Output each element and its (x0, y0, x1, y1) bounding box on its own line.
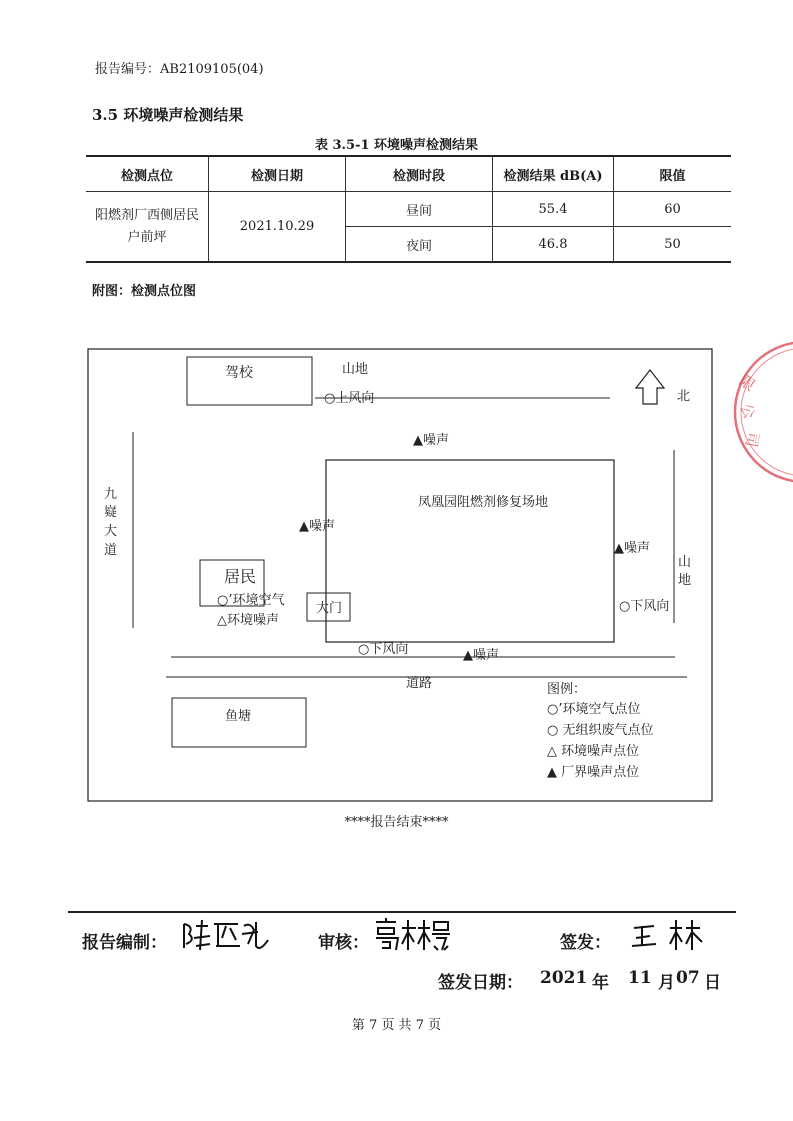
issuer-signature (628, 916, 708, 954)
cell-location: 阳燃剂厂西侧居民户前坪 (86, 192, 209, 263)
cell-period: 夜间 (346, 227, 493, 263)
header-date: 检测日期 (209, 156, 346, 192)
header-location: 检测点位 (86, 156, 209, 192)
downwind-bottom-point: ○下风向 (358, 642, 409, 657)
mountain-right-char: 山 (678, 555, 692, 570)
compiled-by-signature (180, 916, 270, 954)
seal-char: 公 (736, 401, 759, 422)
year-unit: 年 (592, 973, 609, 993)
header-period: 检测时段 (346, 156, 493, 192)
avenue-char: 嶷 (104, 505, 118, 520)
cell-period: 昼间 (346, 192, 493, 227)
page-number: 第 7 页 共 7 页 (351, 1018, 442, 1033)
issue-day: 07 (676, 968, 700, 988)
legend-item-air: ○’环境空气点位 (547, 702, 641, 717)
report-end-mark: ****报告结束**** (344, 815, 449, 830)
north-arrow-icon (636, 370, 664, 404)
seal-char: 限 (735, 371, 759, 395)
noise-results-table (86, 155, 731, 263)
avenue-char: 大 (104, 524, 118, 539)
legend-title: 图例： (547, 682, 587, 697)
compiled-by-label: 报告编制： (82, 933, 167, 953)
header-result: 检测结果 dB(A) (493, 156, 614, 192)
issue-date-label: 签发日期： (438, 973, 523, 993)
section-title: 3.5 环境噪声检测结果 (92, 106, 244, 124)
reviewer-signature (372, 916, 452, 954)
cell-date: 2021.10.29 (209, 192, 346, 263)
gate-label: 大门 (316, 601, 343, 616)
company-seal (725, 340, 793, 490)
noise-point-bottom: ▲噪声 (463, 648, 499, 663)
table-row (86, 192, 731, 227)
issue-label: 签发： (560, 933, 611, 953)
upwind-point: ○上风向 (324, 391, 375, 406)
env-noise-point: △环境噪声 (217, 613, 279, 628)
legend-item-waste-gas: ○ 无组织废气点位 (547, 723, 654, 738)
avenue-char: 九 (104, 487, 118, 502)
cell-limit: 50 (614, 227, 732, 263)
road-label: 道路 (406, 676, 433, 691)
legend-item-env-noise: △ 环境噪声点位 (547, 744, 640, 759)
day-unit: 日 (704, 973, 721, 993)
north-label: 北 (677, 389, 691, 404)
residents-label: 居民 (224, 567, 257, 586)
cell-result: 46.8 (493, 227, 614, 263)
avenue-char: 道 (104, 543, 118, 558)
noise-point-left: ▲噪声 (299, 519, 335, 534)
mountain-top-label: 山地 (342, 362, 369, 377)
site-boundary (326, 460, 614, 642)
issue-month: 11 (628, 968, 652, 988)
noise-point-top: ▲噪声 (413, 433, 449, 448)
pond-label: 鱼塘 (225, 709, 252, 724)
appendix-label: 附图：检测点位图 (92, 284, 197, 299)
mountain-right-char: 地 (678, 573, 692, 588)
downwind-right-point: ○下风向 (619, 599, 670, 614)
cell-result: 55.4 (493, 192, 614, 227)
signature-divider (68, 911, 736, 913)
month-unit: 月 (658, 973, 675, 993)
cell-limit: 60 (614, 192, 732, 227)
noise-point-right: ▲噪声 (614, 541, 650, 556)
review-label: 审核： (318, 933, 369, 953)
school-label: 驾校 (225, 365, 253, 381)
report-number: 报告编号：AB2109105(04) (95, 62, 264, 77)
legend-item-boundary-noise: ▲ 厂界噪声点位 (547, 765, 640, 780)
site-label: 凤凰园阻燃剂修复场地 (418, 495, 549, 510)
monitoring-point-map (87, 348, 715, 804)
seal-char: 司 (741, 430, 763, 449)
air-point: ○’环境空气 (217, 593, 285, 608)
issue-year: 2021 (540, 968, 588, 988)
table-header-row (86, 156, 731, 192)
header-limit: 限值 (614, 156, 732, 192)
table-caption: 表 3.5-1 环境噪声检测结果 (314, 138, 479, 153)
